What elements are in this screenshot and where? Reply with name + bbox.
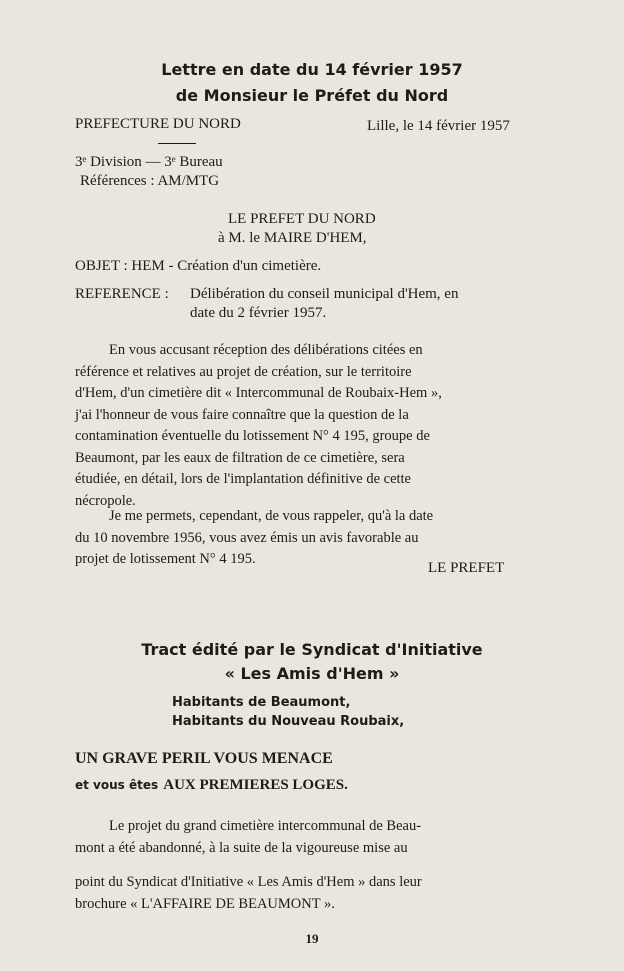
paragraph-line: mont a été abandonné, à la suite de la vigoureuse mise au <box>75 839 408 856</box>
letter-division: 3ᵉ Division — 3ᵉ Bureau <box>75 154 223 170</box>
letter-reference-label: REFERENCE : <box>75 286 169 302</box>
paragraph-line: étudiée, en détail, lors de l'implantation définitive de cette <box>75 471 411 487</box>
letter-objet: OBJET : HEM - Création d'un cimetière. <box>75 258 322 274</box>
paragraph-line: point du Syndicat d'Initiative « Les Amis d'Hem » dans leur <box>75 874 422 890</box>
divider-rule <box>158 143 196 144</box>
letter-to: à M. le MAIRE D'HEM, <box>218 230 367 246</box>
letter-reference-line2: date du 2 février 1957. <box>190 305 327 321</box>
letter-paragraph-1 <box>75 340 548 512</box>
tract-warning-line1: UN GRAVE PERIL VOUS MENACE <box>75 750 333 767</box>
paragraph-line: Je me permets, cependant, de vous rappeler, qu'à la date <box>109 508 434 524</box>
paragraph-line: nécropole. <box>75 492 136 509</box>
tract-warning-main: AUX PREMIERES LOGES. <box>163 777 348 793</box>
page-number: 19 <box>305 931 319 946</box>
letter-place-date: Lille, le 14 février 1957 <box>367 118 510 134</box>
paragraph-line: projet de lotissement N° 4 195. <box>75 551 256 567</box>
paragraph-line: Beaumont, par les eaux de filtration de ce cimetière, sera <box>75 449 405 466</box>
paragraph-line: En vous accusant réception des délibérations citées en <box>109 342 423 358</box>
tract-address-line2: Habitants du Nouveau Roubaix, <box>172 714 405 729</box>
paragraph-line: j'ai l'honneur de vous faire connaître que la question de la <box>75 406 409 423</box>
paragraph-line: d'Hem, d'un cimetière dit « Intercommunal de Roubaix-Hem », <box>75 385 442 401</box>
paragraph-line: Le projet du grand cimetière intercommunal de Beau- <box>109 818 422 834</box>
letter-sender: PREFECTURE DU NORD <box>75 116 241 132</box>
paragraph-line: brochure « L'AFFAIRE DE BEAUMONT ». <box>75 895 335 912</box>
tract-address-line1: Habitants de Beaumont, <box>172 695 351 710</box>
paragraph-line: contamination éventuelle du lotissement N° 4 195, groupe de <box>75 428 430 444</box>
letter-title-line1: Lettre en date du 14 février 1957 <box>161 60 463 79</box>
paragraph-line: du 10 novembre 1956, vous avez émis un avis favorable au <box>75 529 419 546</box>
tract-title-line1: Tract édité par le Syndicat d'Initiative <box>141 640 483 659</box>
tract-warning-prefix: et vous êtes <box>75 778 159 792</box>
tract-title-line2: « Les Amis d'Hem » <box>224 664 400 683</box>
paragraph-line: référence et relatives au projet de création, sur le territoire <box>75 363 412 380</box>
letter-reference-line1: Délibération du conseil municipal d'Hem, en <box>190 286 459 302</box>
letter-from: LE PREFET DU NORD <box>228 211 376 227</box>
letter-title-line2: de Monsieur le Préfet du Nord <box>175 86 449 105</box>
tract-warning-line2 <box>75 774 348 794</box>
tract-paragraph-2 <box>75 872 548 915</box>
letter-signature: LE PREFET <box>428 560 505 576</box>
tract-paragraph-1 <box>75 816 548 859</box>
letter-references: Références : AM/MTG <box>80 173 220 189</box>
